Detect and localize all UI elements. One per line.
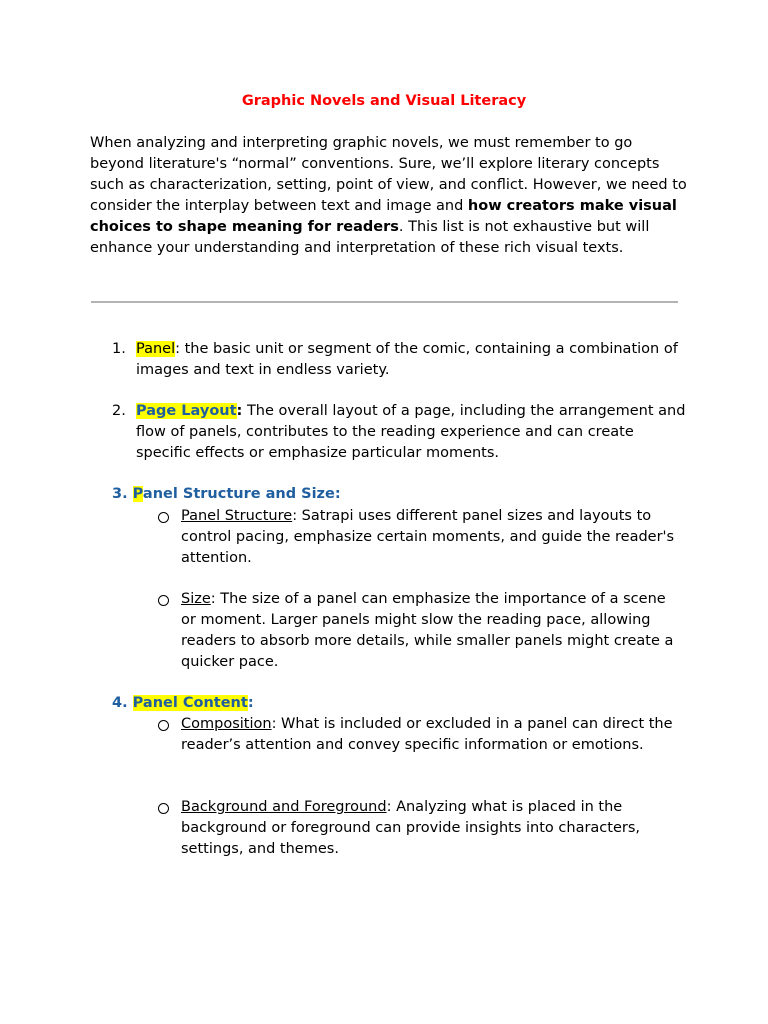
- sub-text: : The size of a panel can emphasize the importance of a scene or moment. Larger panels might slow the reading pace, allowing readers to absorb more details, while smaller panels might create a quicker pace.: [181, 591, 674, 670]
- horizontal-divider: [91, 301, 678, 303]
- sub-term: Composition: [181, 716, 272, 732]
- section-number: 3.: [112, 486, 128, 502]
- sub-text: : Satrapi uses different panel sizes and layouts to control pacing, emphasize certain moments, and guide the reader's attention.: [181, 508, 675, 566]
- circle-bullet-icon: [158, 512, 169, 523]
- intro-text-end: . This list is not exhaustive but will enhance your understanding and interpretation of these rich visual texts.: [90, 219, 650, 256]
- list-number: 1.: [112, 341, 126, 357]
- term-colon: :: [175, 341, 181, 357]
- sub-item-body: [181, 506, 681, 569]
- intro-text: When analyzing and interpreting graphic novels, we must remember to go beyond literature's “normal” conventions. Sure, we’ll explore literary concepts such as characterization, setting, point of view, and conflict. However, we need to consider the interplay between text and image and: [90, 135, 687, 214]
- term-highlight: Panel: [136, 341, 176, 357]
- definition-text: The overall layout of a page, including the arrangement and flow of panels, contributes to the reading experience and can create specific effects or emphasize particular moments.: [136, 403, 686, 461]
- sub-item-body: [181, 797, 681, 860]
- term-colon: :: [236, 403, 243, 419]
- intro-paragraph: [90, 133, 690, 259]
- section-heading-panel-content: [112, 693, 692, 714]
- list-item-body: [136, 339, 692, 381]
- section-heading-panel-structure: [112, 484, 692, 505]
- definition-text: the basic unit or segment of the comic, containing a combination of images and text in endless variety.: [136, 341, 678, 378]
- circle-bullet-icon: [158, 720, 169, 731]
- sub-term: Size: [181, 591, 211, 607]
- sub-term: Background and Foreground: [181, 799, 387, 815]
- intro-bold-text: how creators make visual choices to shape meaning for readers: [90, 198, 677, 235]
- sub-text: : What is included or excluded in a panel can direct the reader’s attention and convey specific information or emotions.: [181, 716, 673, 753]
- list-number: 2.: [112, 403, 126, 419]
- section-colon: :: [247, 695, 254, 711]
- sub-term: Panel Structure: [181, 508, 293, 524]
- sub-text: : Analyzing what is placed in the background or foreground can provide insights into characters, settings, and themes.: [181, 799, 641, 857]
- sub-item-body: [181, 589, 681, 673]
- circle-bullet-icon: [158, 803, 169, 814]
- list-item-body: [136, 401, 692, 464]
- term-highlight: P: [132, 486, 143, 502]
- term-highlight: Page Layout: [136, 403, 237, 419]
- page-title: Graphic Novels and Visual Literacy: [241, 93, 527, 109]
- sub-item-body: [181, 714, 681, 756]
- term-highlight: Panel Content: [132, 695, 248, 711]
- section-number: 4.: [112, 695, 128, 711]
- circle-bullet-icon: [158, 595, 169, 606]
- section-title: anel Structure and Size:: [142, 486, 341, 502]
